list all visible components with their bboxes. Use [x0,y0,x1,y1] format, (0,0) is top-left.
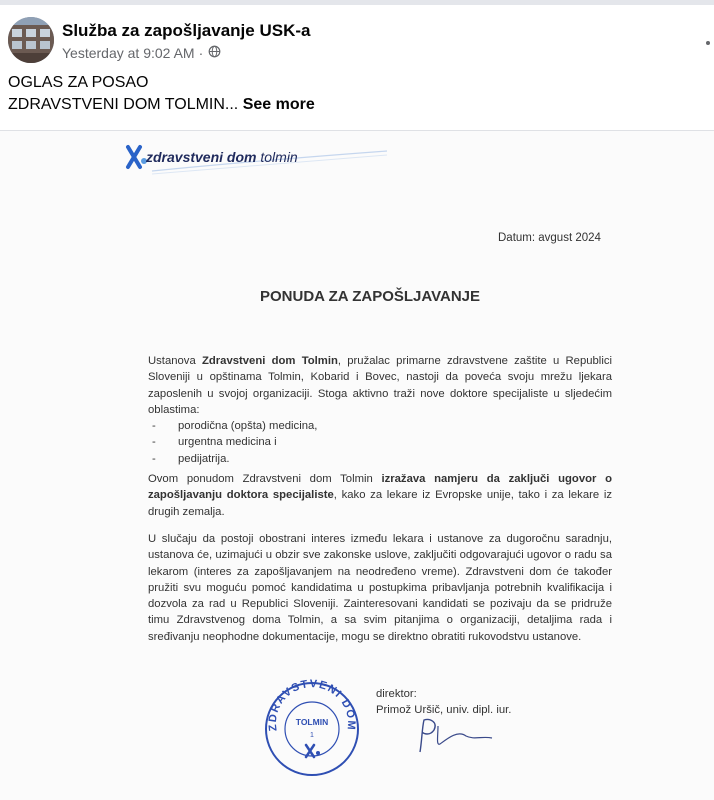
logo-text [146,149,298,165]
list-item-text: pedijatrija. [178,452,230,465]
post-timestamp[interactable]: Yesterday at 9:02 AM [62,45,195,61]
stamp-ring-text: ZDRAVSTVENI DOM [266,679,358,732]
post-meta [62,45,221,61]
stamp [262,679,362,779]
p2-a: Ovom ponudom Zdravstveni dom Tolmin [148,473,382,485]
paragraph-2 [148,471,612,520]
list-item [148,434,317,450]
list-dash: - [152,452,156,465]
stamp-center-text: TOLMIN [295,717,329,727]
p2-b: izražava namjeru da zaključi ugovor o zapošljavanju doktora specijaliste [148,473,612,502]
post-text-line1: OGLAS ZA POSAO [8,74,149,91]
list-item [148,451,317,467]
document-date: Datum: avgust 2024 [498,232,601,244]
director-label: direktor: [376,688,417,700]
paragraph-1 [148,353,612,418]
meta-separator: · [198,45,204,61]
paragraph-3: U slučaju da postoji obostrani interes između lekara i ustanove za dugoročnu saradnju, ustanova će, uzimajući u obzir sve zakonske uslove, zaključiti odgovarajući ugovor o radu sa lekarom (interes za zapošljavanjem na neodređeno vreme). Zdravstveni dom će također pružiti svu moguću pomoć kandidatima u postupkima pribavljanja potrebnih kvalifikacija i dozvola za rad u Republici Sloveniji. Zainteresovani kandidati se pozivaju da se pridruže timu Zdravstvenog doma Tolmin, a sa svim pitanjima o organizaciji, detaljima rada i sređivanju neophodne dokumentacije, mogu se direktno obratiti rukovodstvu ustanove. [148,533,612,643]
signature [408,716,498,756]
post-text [8,72,315,116]
post-text-line2 [8,94,315,116]
globe-icon [208,45,221,61]
p1-b: Zdravstveni dom Tolmin [201,355,338,367]
see-more-link[interactable]: See more [242,96,315,113]
more-options-icon[interactable] [706,41,710,45]
list-dash: - [152,420,156,432]
list-dash: - [152,436,156,449]
logo-bold: zdravstveni dom [146,149,257,165]
specialty-list [148,418,317,467]
p1-c: , pružalac primarne zdravstvene zaštite u Republici Sloveniji u opštinama Tolmin, Kobarid i Bovec, nastoji da poveća svoju mrežu ljekara zaposlenih u svojoj organizaciji. Stoga aktivno traži nove doktore specijaliste u sljedećim oblastima: [148,355,612,416]
avatar[interactable] [8,17,54,63]
list-item-text: urgentna medicina i [178,436,277,449]
logo-light: tolmin [260,149,298,165]
post-header [0,5,714,65]
post-text-line2-content: ZDRAVSTVENI DOM TOLMIN... [8,96,239,113]
stamp-number: 1 [310,732,314,739]
director-name: Primož Uršič, univ. dipl. iur. [376,704,512,717]
p1-a: Ustanova [148,355,202,367]
document-image[interactable] [0,131,714,800]
director-block [376,686,511,719]
document-title: PONUDA ZA ZAPOŠLJAVANJE [260,288,481,305]
author-name[interactable]: Služba za zapošljavanje USK-a [62,21,311,40]
list-item [148,418,317,434]
list-item-text: porodična (opšta) medicina, [178,420,318,432]
p2-c: , kako za lekare iz Evropske unije, tako i za lekare iz drugih zemalja. [148,489,613,518]
